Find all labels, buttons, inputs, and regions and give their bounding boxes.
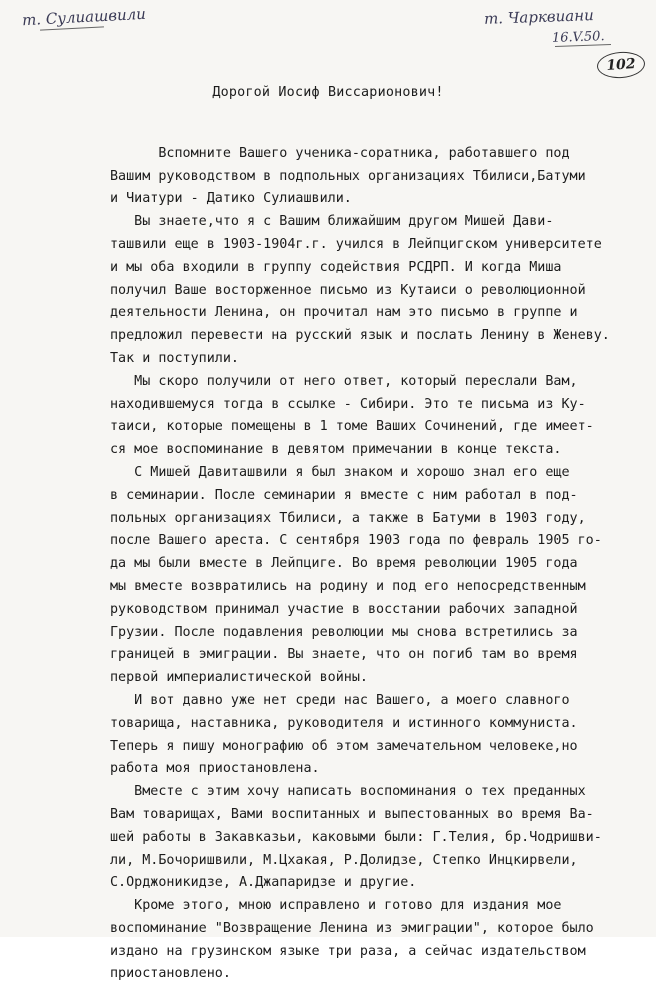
- text-line: Кроме этого, мною исправлено и готово для издания мое: [110, 898, 562, 914]
- text-line: после Вашего ареста. С сентября 1903 года по февраль 1905 го-: [110, 533, 602, 549]
- text-line: Вместе с этим хочу написать воспоминания о тех преданных: [110, 784, 586, 800]
- page-number-stamp: 102: [596, 50, 646, 79]
- text-line: Теперь я пишу монографию об этом замечательном человеке,но: [110, 738, 578, 754]
- letter-paragraph: [110, 211, 650, 371]
- text-line: и мы оба входили в группу содействия РСДРП. И когда Миша: [110, 259, 562, 275]
- text-line: границей в эмиграции. Вы знаете, что он погиб там во время: [110, 647, 578, 663]
- text-line: С Мишей Давиташвили я был знаком и хорошо знал его еще: [110, 464, 570, 480]
- letter-body: [110, 120, 650, 986]
- text-line: воспоминание "Возвращение Ленина из эмиграции", которое было: [110, 920, 594, 936]
- text-line: работа моя приостановлена.: [110, 761, 320, 777]
- letter-paragraph: [110, 895, 650, 986]
- text-line: Вам товарищах, Вами воспитанных и выпестованных во время Ва-: [110, 806, 594, 822]
- text-line: приостановлено.: [110, 966, 231, 982]
- text-line: получил Ваше восторженное письмо из Кутаиси о революционной: [110, 282, 586, 298]
- text-line: Грузии. После подавления революции мы снова встретились за: [110, 624, 578, 640]
- text-line: товарища, наставника, руководителя и истинного коммуниста.: [110, 715, 578, 731]
- text-line: С.Орджоникидзе, А.Джапаридзе и другие.: [110, 875, 417, 891]
- text-line: находившемуся тогда в ссылке - Сибири. Это те письма из Ку-: [110, 396, 586, 412]
- letter-paragraph: [110, 371, 650, 462]
- text-line: предложил перевести на русский язык и послать Ленину в Женеву.: [110, 328, 610, 344]
- text-line: И вот давно уже нет среди нас Вашего, а моего славного: [110, 692, 570, 708]
- handwritten-note-right-name: т. Чарквиани: [483, 6, 595, 28]
- text-line: польных организациях Тбилиси, а также в Батуми в 1903 году,: [110, 510, 586, 526]
- text-line: шей работы в Закавказьи, каковыми были: Г.Телия, бр.Чодришви-: [110, 829, 602, 845]
- text-line: таиси, которые помещены в 1 томе Ваших Сочинений, где имеет-: [110, 419, 594, 435]
- letter-paragraph: [110, 781, 650, 895]
- letter-paragraph: [110, 462, 650, 690]
- text-line: ся мое воспоминание в девятом примечании в конце текста.: [110, 442, 562, 458]
- text-line: Мы скоро получили от него ответ, который переслали Вам,: [110, 373, 578, 389]
- handwritten-note-right-date: 16.V.50.: [551, 29, 605, 46]
- text-line: Вы знаете,что я с Вашим ближайшим другом Мишей Дави-: [110, 214, 554, 230]
- letter-paragraph: [110, 690, 650, 781]
- text-line: деятельности Ленина, он прочитал нам это письмо в группе и: [110, 305, 578, 321]
- text-line: ли, М.Бочоришвили, М.Цхакая, Р.Долидзе, Степко Инцкирвели,: [110, 852, 578, 868]
- text-line: Так и поступили.: [110, 350, 239, 366]
- text-line: Вспомните Вашего ученика-соратника, работавшего под: [110, 145, 570, 161]
- letter-paragraph: [110, 120, 650, 211]
- text-line: ташвили еще в 1903-1904г.г. учился в Лейпцигском университете: [110, 236, 602, 252]
- text-line: Вашим руководством в подпольных организациях Тбилиси,Батуми: [110, 168, 586, 184]
- text-line: [110, 120, 650, 143]
- text-line: в семинарии. После семинарии я вместе с ним работал в под-: [110, 487, 578, 503]
- text-line: и Чиатури - Датико Сулиашвили.: [110, 191, 352, 207]
- text-line: мы вместе возвратились на родину и под его непосредственным: [110, 578, 586, 594]
- text-line: руководством принимал участие в восстании рабочих западной: [110, 601, 578, 617]
- handwritten-note-left: т. Сулиашвили: [21, 4, 147, 30]
- text-line: первой империалистической войны.: [110, 670, 368, 686]
- text-line: издано на грузинском языке три раза, а сейчас издательством: [110, 943, 586, 959]
- text-line: да мы были вместе в Лейпциге. Во время революции 1905 года: [110, 556, 578, 572]
- salutation: Дорогой Иосиф Виссарионович!: [212, 85, 444, 100]
